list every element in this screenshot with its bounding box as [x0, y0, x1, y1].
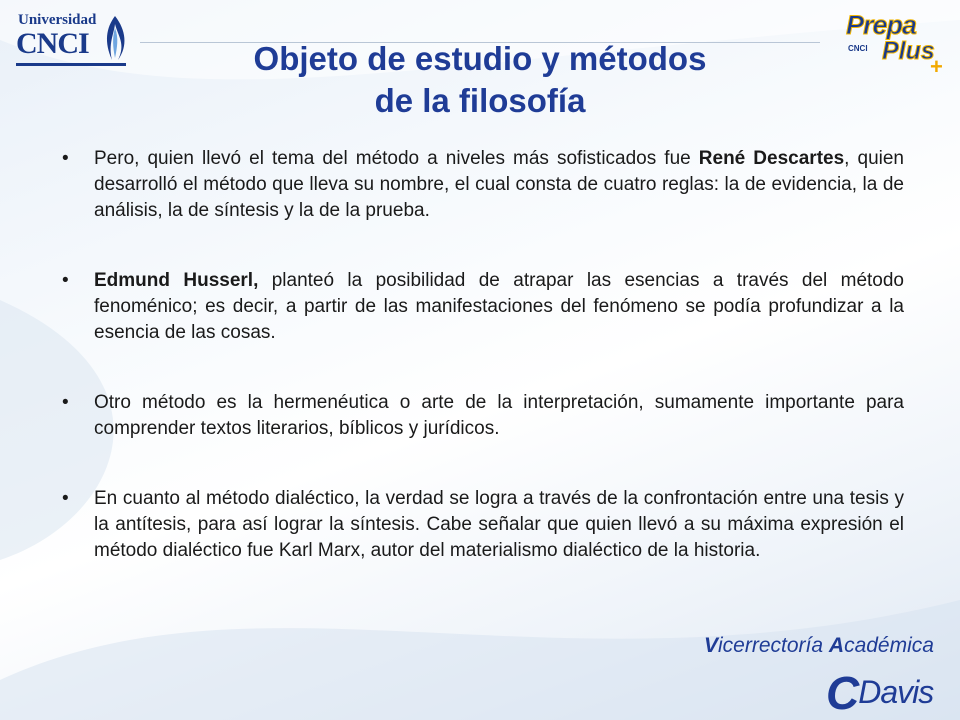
bullet-bold-name: Edmund Husserl,	[94, 270, 259, 291]
bullet-text: Otro método es la hermenéutica o arte de la interpretación, sumamente importante para comprender textos literarios, bíblicos y jurídicos.	[94, 392, 904, 439]
cnci-logo	[10, 10, 130, 66]
bullet-marker: •	[62, 148, 69, 169]
vicerrectoria-label	[704, 634, 934, 658]
bullet-text: , quien desarrolló el método que lleva su nombre, el cual consta de cuatro reglas: la de evidencia, la de análisis, la de síntesis y la de la prueba.	[94, 148, 904, 221]
davis-logo	[826, 660, 934, 719]
bullet-list	[58, 146, 904, 564]
vice-text-2: cadémica	[844, 634, 934, 657]
bullet-husserl	[58, 268, 904, 346]
bullet-marker: •	[62, 270, 69, 291]
prepa-plus-logo	[838, 10, 950, 78]
page-title	[150, 38, 810, 122]
title-line-1: Objeto de estudio y métodos	[253, 40, 707, 77]
bullet-marker: •	[62, 392, 69, 413]
prepa-logo-small: CNCI	[848, 44, 868, 53]
vice-initial-a: A	[828, 634, 845, 657]
bullet-descartes	[58, 146, 904, 224]
flame-icon	[100, 14, 130, 62]
bullet-text: Pero, quien llevó el tema del método a niveles más sofisticados fue	[94, 148, 699, 169]
title-line-2: de la filosofía	[374, 82, 586, 119]
plus-sign-icon: +	[930, 54, 943, 79]
logo-university-text: Universidad	[18, 12, 97, 28]
bullet-text: planteó la posibilidad de atrapar las esencias a través del método fenoménico; es decir, a partir de las manifestaciones del fenómeno se podía profundizar a la esencia de las cosas.	[94, 270, 904, 343]
bullet-dialectico	[58, 486, 904, 564]
bullet-marker: •	[62, 488, 69, 509]
vice-text: icerrectoría	[718, 634, 829, 657]
prepa-logo-bottom: Plus	[882, 37, 935, 65]
prepa-logo-top: Prepa	[846, 10, 917, 40]
bullet-text: En cuanto al método dialéctico, la verdad se logra a través de la confrontación entre una tesis y la antítesis, para así lograr la síntesis. Cabe señalar que quien llevó a su máxima expresión el método dialéctico fue Karl Marx, autor del materialismo dialéctico de la historia.	[94, 488, 904, 561]
bullet-hermeneutica	[58, 390, 904, 442]
davis-logo-c: C	[826, 667, 859, 719]
logo-name-text: CNCI	[16, 27, 89, 60]
davis-logo-text: Davis	[858, 674, 934, 710]
vice-initial-v: V	[704, 634, 719, 657]
bullet-bold-name: René Descartes	[698, 148, 845, 169]
logo-underline	[16, 63, 126, 66]
